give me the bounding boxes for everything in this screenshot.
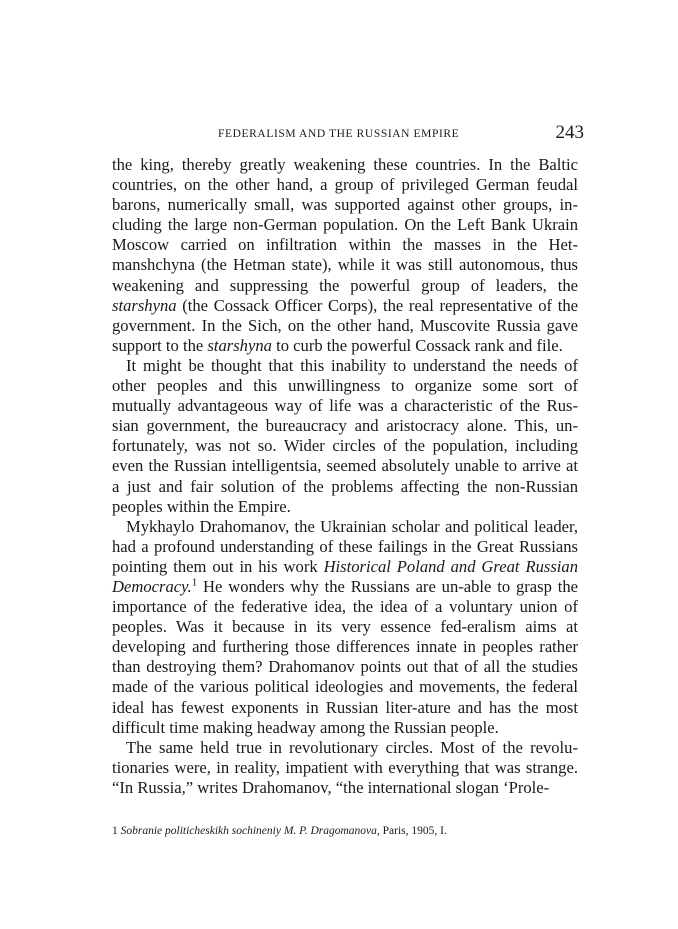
paragraph-1-text-b: (the Cossack Officer Corps), the real representative of the government. In the Sich, on the other hand, Muscovite Russia gave support to the [112, 295, 578, 355]
paragraph-1 [112, 155, 578, 356]
paragraph-3 [112, 517, 578, 738]
footnote-number: 1 [112, 825, 118, 837]
page-number: 243 [555, 122, 584, 143]
paragraph-2: It might be thought that this inability to understand the needs of other peoples and this unwillingness to organize some sort of mutually advantageous way of life was a characteristic of the Rus-sian government, the bureaucracy and aristocracy alone. This, un-fortunately, was not so. Wider circles of the population, including even the Russian intelligentsia, seemed absolutely unable to arrive at a just and fair solution of the problems affecting the non-Russian peoples within the Empire. [112, 355, 578, 516]
page-header [112, 122, 584, 146]
body-text [112, 155, 578, 798]
paragraph-3-book-title: Historical Poland and Great Russian Democracy. [112, 556, 578, 596]
paragraph-1-italic-term-1: starshyna [112, 295, 177, 315]
running-head: FEDERALISM AND THE RUSSIAN EMPIRE [218, 128, 460, 140]
footnote-reference: 1 [191, 576, 198, 589]
paragraph-3-text-a: Mykhaylo Drahomanov, the Ukrainian scholar and political leader, had a profound understanding of these failings in the Great Russians pointing them out in his work [112, 516, 578, 576]
paragraph-4: The same held true in revolutionary circles. Most of the revolu-tionaries were, in reality, impatient with everything that was strange. “In Russia,” writes Drahomanov, “the international slogan ‘Prole- [112, 737, 578, 797]
footnote-text: Paris, 1905, I. [379, 825, 447, 837]
paragraph-1-italic-term-2: starshyna [207, 335, 272, 355]
paragraph-1-text-a: the king, thereby greatly weakening these countries. In the Baltic countries, on the other hand, a group of privileged German feudal barons, numerically small, was supported against other groups, in-cluding the large non-German population. On the Left Bank Ukrain Moscow carried on infiltration within the masses in the Het-manshchyna (the Hetman state), while it was still autonomous, thus weakening and suppressing the powerful group of leaders, the [112, 155, 578, 295]
paragraph-3-text-b: He wonders why the Russians are un-able to grasp the importance of the federative idea, the idea of a voluntary union of peoples. Was it because in its very essence fed-eralism aims at developing and furthering those differences innate in peoples rather than destroying them? Drahomanov points out that of all the studies made of the various political ideologies and movements, the federal ideal has fewest exponents in Russian liter-ature and has the most difficult time making headway among the Russian people. [112, 576, 578, 737]
footnote-title: Sobranie politicheskikh sochineniy M. P. Dragomanova, [120, 825, 380, 837]
paragraph-1-text-c: to curb the powerful Cossack rank and file. [271, 335, 563, 355]
footnote [112, 824, 578, 838]
